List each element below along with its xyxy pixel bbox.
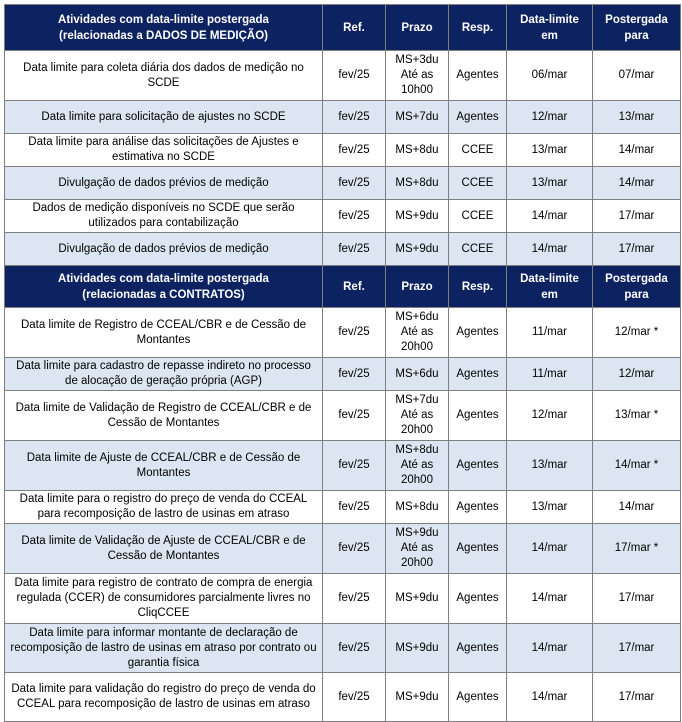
table-row [5, 101, 681, 134]
header-activity: Atividades com data-limite postergada (relacionadas a CONTRATOS) [5, 266, 323, 308]
data-limite-cell: 13/mar [507, 134, 593, 167]
activity-cell: Data limite de Registro de CCEAL/CBR e de Cessão de Montantes [5, 308, 323, 358]
ref-cell: fev/25 [323, 673, 386, 722]
section-header-medicao [5, 5, 681, 51]
activity-cell: Data limite de Validação de Ajuste de CCEAL/CBR e de Cessão de Montantes [5, 524, 323, 574]
resp-cell: Agentes [449, 673, 507, 722]
table-row [5, 524, 681, 574]
section-header-contratos [5, 266, 681, 308]
resp-cell: Agentes [449, 308, 507, 358]
table-row [5, 624, 681, 673]
postergada-cell: 12/mar * [593, 308, 681, 358]
prazo-cell: MS+9du [386, 200, 449, 233]
table-row [5, 233, 681, 266]
table-row [5, 134, 681, 167]
postergada-cell: 14/mar [593, 491, 681, 524]
prazo-cell: MS+9du [386, 673, 449, 722]
table-row [5, 491, 681, 524]
prazo-cell: MS+3du Até as 10h00 [386, 51, 449, 101]
deadline-table [4, 4, 681, 722]
prazo-cell: MS+9du [386, 574, 449, 624]
activity-cell: Data limite para registro de contrato de compra de energia regulada (CCER) de consumidores parcialmente livres no CliqCCEE [5, 574, 323, 624]
postergada-cell: 13/mar * [593, 391, 681, 441]
resp-cell: CCEE [449, 200, 507, 233]
activity-cell: Data limite de Ajuste de CCEAL/CBR e de Cessão de Montantes [5, 441, 323, 491]
activity-cell: Data limite de Validação de Registro de CCEAL/CBR e de Cessão de Montantes [5, 391, 323, 441]
resp-cell: Agentes [449, 101, 507, 134]
resp-cell: Agentes [449, 524, 507, 574]
activity-cell: Data limite para o registro do preço de venda do CCEAL para recomposição de lastro de usinas em atraso [5, 491, 323, 524]
prazo-cell: MS+8du Até as 20h00 [386, 441, 449, 491]
postergada-cell: 17/mar * [593, 524, 681, 574]
ref-cell: fev/25 [323, 233, 386, 266]
data-limite-cell: 14/mar [507, 233, 593, 266]
prazo-cell: MS+8du [386, 134, 449, 167]
table-row [5, 574, 681, 624]
resp-cell: Agentes [449, 624, 507, 673]
table-row [5, 308, 681, 358]
data-limite-cell: 14/mar [507, 624, 593, 673]
postergada-cell: 17/mar [593, 624, 681, 673]
table-row [5, 51, 681, 101]
data-limite-cell: 12/mar [507, 101, 593, 134]
resp-cell: Agentes [449, 358, 507, 391]
header-data-limite: Data-limite em [507, 266, 593, 308]
ref-cell: fev/25 [323, 441, 386, 491]
data-limite-cell: 14/mar [507, 574, 593, 624]
ref-cell: fev/25 [323, 167, 386, 200]
header-ref: Ref. [323, 5, 386, 51]
ref-cell: fev/25 [323, 51, 386, 101]
data-limite-cell: 12/mar [507, 391, 593, 441]
postergada-cell: 12/mar [593, 358, 681, 391]
table-row [5, 167, 681, 200]
header-activity: Atividades com data-limite postergada (relacionadas a DADOS DE MEDIÇÃO) [5, 5, 323, 51]
prazo-cell: MS+6du [386, 358, 449, 391]
activity-cell: Data limite para solicitação de ajustes no SCDE [5, 101, 323, 134]
activity-cell: Data limite para cadastro de repasse indireto no processo de alocação de geração própria (AGP) [5, 358, 323, 391]
header-prazo: Prazo [386, 266, 449, 308]
ref-cell: fev/25 [323, 524, 386, 574]
prazo-cell: MS+9du Até as 20h00 [386, 524, 449, 574]
data-limite-cell: 11/mar [507, 308, 593, 358]
resp-cell: Agentes [449, 441, 507, 491]
table-row [5, 391, 681, 441]
header-prazo: Prazo [386, 5, 449, 51]
activity-cell: Divulgação de dados prévios de medição [5, 233, 323, 266]
resp-cell: Agentes [449, 491, 507, 524]
resp-cell: Agentes [449, 391, 507, 441]
header-data-limite: Data-limite em [507, 5, 593, 51]
resp-cell: Agentes [449, 51, 507, 101]
ref-cell: fev/25 [323, 624, 386, 673]
prazo-cell: MS+8du [386, 491, 449, 524]
table-row [5, 200, 681, 233]
activity-cell: Divulgação de dados prévios de medição [5, 167, 323, 200]
prazo-cell: MS+9du [386, 233, 449, 266]
ref-cell: fev/25 [323, 134, 386, 167]
table-row [5, 358, 681, 391]
ref-cell: fev/25 [323, 391, 386, 441]
postergada-cell: 17/mar [593, 233, 681, 266]
activity-cell: Data limite para coleta diária dos dados de medição no SCDE [5, 51, 323, 101]
activity-cell: Data limite para informar montante de declaração de recomposição de lastro de usinas em atraso por contrato ou garantia física [5, 624, 323, 673]
postergada-cell: 14/mar * [593, 441, 681, 491]
ref-cell: fev/25 [323, 101, 386, 134]
data-limite-cell: 13/mar [507, 491, 593, 524]
postergada-cell: 14/mar [593, 167, 681, 200]
prazo-cell: MS+7du Até as 20h00 [386, 391, 449, 441]
data-limite-cell: 06/mar [507, 51, 593, 101]
ref-cell: fev/25 [323, 200, 386, 233]
activity-cell: Dados de medição disponíveis no SCDE que serão utilizados para contabilização [5, 200, 323, 233]
prazo-cell: MS+7du [386, 101, 449, 134]
header-postergada: Postergada para [593, 266, 681, 308]
ref-cell: fev/25 [323, 574, 386, 624]
resp-cell: CCEE [449, 233, 507, 266]
resp-cell: CCEE [449, 167, 507, 200]
data-limite-cell: 13/mar [507, 167, 593, 200]
ref-cell: fev/25 [323, 358, 386, 391]
data-limite-cell: 13/mar [507, 441, 593, 491]
postergada-cell: 07/mar [593, 51, 681, 101]
prazo-cell: MS+6du Até as 20h00 [386, 308, 449, 358]
resp-cell: CCEE [449, 134, 507, 167]
header-resp: Resp. [449, 5, 507, 51]
table-row [5, 673, 681, 722]
prazo-cell: MS+8du [386, 167, 449, 200]
ref-cell: fev/25 [323, 491, 386, 524]
prazo-cell: MS+9du [386, 624, 449, 673]
data-limite-cell: 14/mar [507, 200, 593, 233]
table-row [5, 441, 681, 491]
data-limite-cell: 14/mar [507, 524, 593, 574]
postergada-cell: 13/mar [593, 101, 681, 134]
header-postergada: Postergada para [593, 5, 681, 51]
postergada-cell: 17/mar [593, 673, 681, 722]
postergada-cell: 17/mar [593, 200, 681, 233]
data-limite-cell: 14/mar [507, 673, 593, 722]
resp-cell: Agentes [449, 574, 507, 624]
data-limite-cell: 11/mar [507, 358, 593, 391]
header-resp: Resp. [449, 266, 507, 308]
postergada-cell: 17/mar [593, 574, 681, 624]
postergada-cell: 14/mar [593, 134, 681, 167]
activity-cell: Data limite para validação do registro do preço de venda do CCEAL para recomposição de lastro de usinas em atraso [5, 673, 323, 722]
ref-cell: fev/25 [323, 308, 386, 358]
activity-cell: Data limite para análise das solicitações de Ajustes e estimativa no SCDE [5, 134, 323, 167]
header-ref: Ref. [323, 266, 386, 308]
